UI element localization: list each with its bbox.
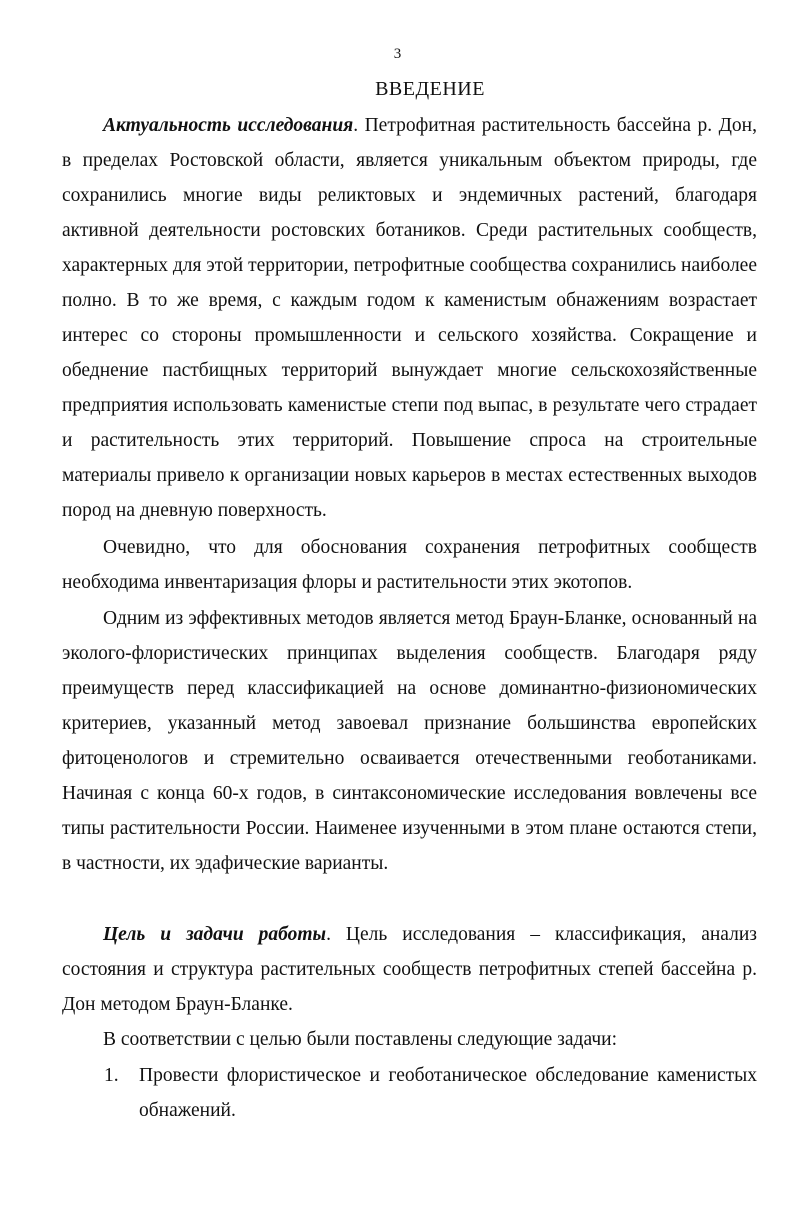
page-number: 3 [393,46,402,62]
paragraph-lead: Цель и задачи работы [103,924,327,945]
task-text: Провести флористическое и геоботаническое обследование каменистых обнажений. [139,1065,757,1121]
section-title: ВВЕДЕНИЕ [375,78,485,100]
paragraph-text: Очевидно, что для обоснования сохранения петрофитных сообществ необходима инвентаризация флоры и растительности этих экотопов. [62,537,757,593]
paragraph-relevance [62,108,757,528]
paragraph-text: . Петрофитная растительность бассейна р. Дон, в пределах Ростовской области, является уникальным объектом природы, где сохранились многие виды реликтовых и эндемичных растений, благодаря активной деятельности ростовских ботаников. Среди растительных сообществ, характерных для этой территории, петрофитные сообщества сохранились наиболее полно. В то же время, с каждым годом к каменистым обнажениям возрастает интерес со стороны промышленности и сельского хозяйства. Сокращение и обеднение пастбищных территорий вынуждает многие сельскохозяйственные предприятия использовать каменистые степи под выпас, в результате чего страдает и растительность этих территорий. Повышение спроса на строительные материалы привело к организации новых карьеров в местах естественных выходов пород на дневную поверхность. [62,115,757,521]
paragraph-inventory [62,530,757,600]
paragraph-lead: Актуальность исследования [103,115,354,136]
paragraph-text: Одним из эффективных методов является метод Браун-Бланке, основанный на эколого-флористических принципах выделения сообществ. Благодаря ряду преимуществ перед классификацией на основе доминантно-физиономических критериев, указанный метод завоевал признание большинства европейских фитоценологов и стремительно осваивается отечественными геоботаниками. Начиная с конца 60-х годов, в синтаксономические исследования вовлечены все типы растительности России. Наименее изученными в этом плане остаются степи, в частности, их эдафические варианты. [62,608,757,874]
paragraph-text: В соответствии с целью были поставлены следующие задачи: [103,1029,617,1050]
paragraph-method [62,601,757,881]
paragraph-tasks-intro [62,1022,757,1057]
task-list-item [104,1058,757,1128]
task-number: 1. [104,1065,119,1086]
paragraph-goals [62,917,757,1022]
paragraph-text: . Цель исследования – классификация, анализ состояния и структура растительных сообществ петрофитных степей бассейна р. Дон методом Браун-Бланке. [62,924,757,1015]
